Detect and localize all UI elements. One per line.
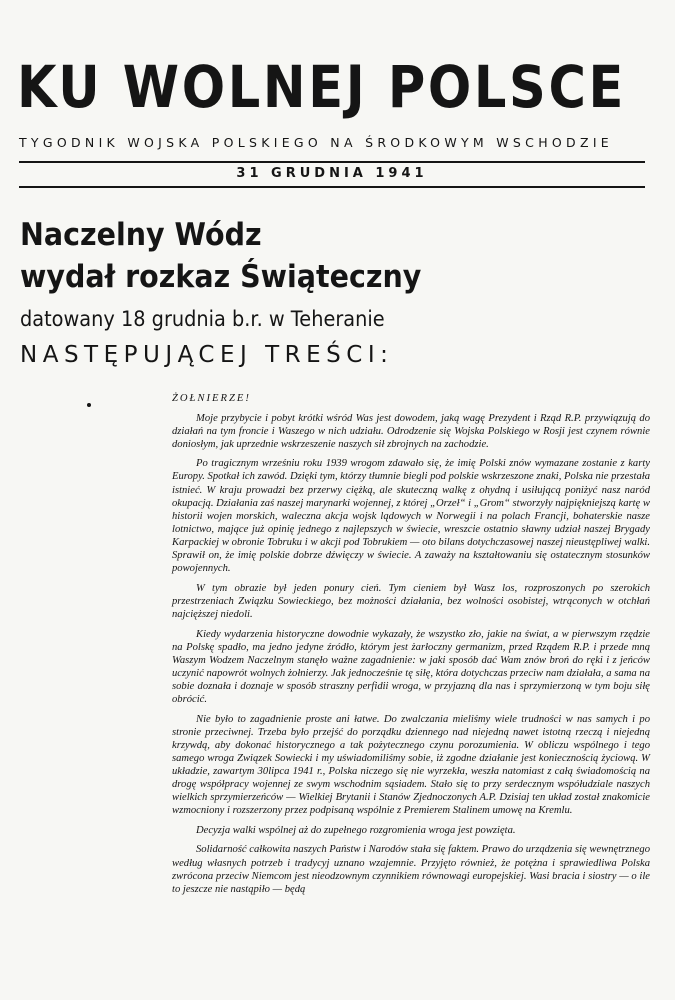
article-body (172, 392, 650, 902)
headline-line-1: Naczelny Wódz (20, 217, 262, 253)
divider-bottom (19, 186, 645, 188)
article-paragraph-2: Po tragicznym wrześniu roku 1939 wrogom zdawało się, że imię Polski znów wymazane zostanie z karty Europy. Spotkał ich zawód. Dzięki tym, którzy tłumnie biegli pod polskie wskrzeszone znaki, Polska nie przestała istnieć. W kraju prowadzi bez przerwy ciężką, ale skuteczną walkę z ohydną i usiłującą poniżyć nasz naród okupacją. Działania zaś naszej marynarki wojennej, z której „Orzeł“ i „Grom“ stworzyły najpiękniejszą kartę w historii wojen morskich, waleczna akcja wojsk lądowych w Norwegii i na polach Francji, bohaterskie nasze lotnictwo, mające już opinię jednego z najlepszych w świecie, wreszcie ostatnio sławny udział naszej Brygady Karpackiej w obronie Tobruku i w akcji pod Tobrukiem — oto bilans dotychczasowej naszej nieustępliwej walki. Sprawił on, że imię polskie dobrze dźwięczy w świecie. A zaważy na kształtowaniu się ostatecznym stosunków powojennych. (172, 458, 650, 575)
headline-line-2: wydał rozkaz Świąteczny (20, 259, 422, 295)
article-paragraph-3: W tym obrazie był jeden ponury cień. Tym cieniem był Wasz los, rozproszonych po szerokich przestrzeniach Związku Sowieckiego, bez możności działania, bez wolności osobistej, wtrąconych w otchłań najcięższej niedoli. (172, 582, 650, 620)
article-paragraph-5: Nie było to zagadnienie proste ani łatwe. Do zwalczania mieliśmy wiele trudności w nas samych i po stronie przeciwnej. Trzeba było przejść do porządku dziennego nad niejedną nawet istotną rzeczą i niejedną krzywdą, aby dokonać historycznego a tak pożytecznego czynu porozumienia. W obliczu wspólnego i tego samego wroga Związek Sowiecki i my uświadomiliśmy sobie, iż zgodne działanie jest koniecznością życiową. W układzie, zawartym 30lipca 1941 r., Polska niczego się nie wyrzekła, weszła natomiast z całą świadomością na drogę współpracy wojennej ze swym wschodnim sąsiadem. Stało się to przy serdecznym współudziale naszych wielkich sprzymierzeńców — Wielkiej Brytanii i Stanów Zjednoczonych A.P. Dzisiaj ten układ został znakomicie wzmocniony i rozszerzony przez podpisaną wspólnie z Premierem Stalinem umowę na Kremlu. (172, 713, 650, 817)
article-paragraph-7: Solidarność całkowita naszych Państw i Narodów stała się faktem. Prawo do urządzenia się wewnętrznego według własnych potrzeb i tradycyj uznano wzajemnie. Przyjęto również, że potężna i sprawiedliwa Polska zwrócona przeciw Niemcom jest nieodzownym czynnikiem równowagi europejskiej. Wasi bracia i siostry — o ile to jeszcze nie nastąpiło — będą (172, 844, 650, 895)
ink-dot (87, 403, 91, 407)
issue-date: 31 GRUDNIA 1941 (236, 166, 428, 181)
masthead-title: KU WOLNEJ POLSCE (17, 53, 627, 121)
divider-top (19, 161, 645, 163)
article-paragraph-4: Kiedy wydarzenia historyczne dowodnie wykazały, że wszystko zło, jakie na świat, a w pierwszym rzędzie na Polskę spadło, ma jedno jedyne źródło, którym jest żarłoczny germanizm, przed Rządem R.P. i przede mną Waszym Wodzem Naczelnym stanęło ważne zagadnienie: w jaki sposób dać Wam znów broń do ręki i z jeńców uczynić napowrót wolnych żołnierzy. Jak jednocześnie tę siłę, która dotychczas przeciw nam działała, a sama na sobie doznała i doznaje w sposób straszny perfidii wroga, w przyjazną dla nas i sprzymierzoną w tym boju siłę obrócić. (172, 628, 650, 705)
article-salutation: ŻOŁNIERZE! (172, 393, 251, 404)
article-paragraph-6: Decyzja walki wspólnej aż do zupełnego rozgromienia wroga jest powzięta. (196, 824, 516, 836)
headline-line-4: NASTĘPUJĄCEJ TREŚCI: (20, 342, 394, 368)
headline-line-3: datowany 18 grudnia b.r. w Teheranie (20, 307, 385, 331)
masthead-subtitle: TYGODNIK WOJSKA POLSKIEGO NA ŚRODKOWYM WSCHODZIE (19, 135, 614, 150)
article-paragraph-1: Moje przybycie i pobyt krótki wśród Was jest dowodem, jaką wagę Prezydent i Rząd R.P. przywiązują do działań na tym froncie i Waszego w nich udziału. Odrodzenie się Wojska Polskiego w Rosji jest czynem równie doniosłym, jak uprzednie wskrzeszenie naszych sił zbrojnych na zachodzie. (172, 412, 650, 450)
